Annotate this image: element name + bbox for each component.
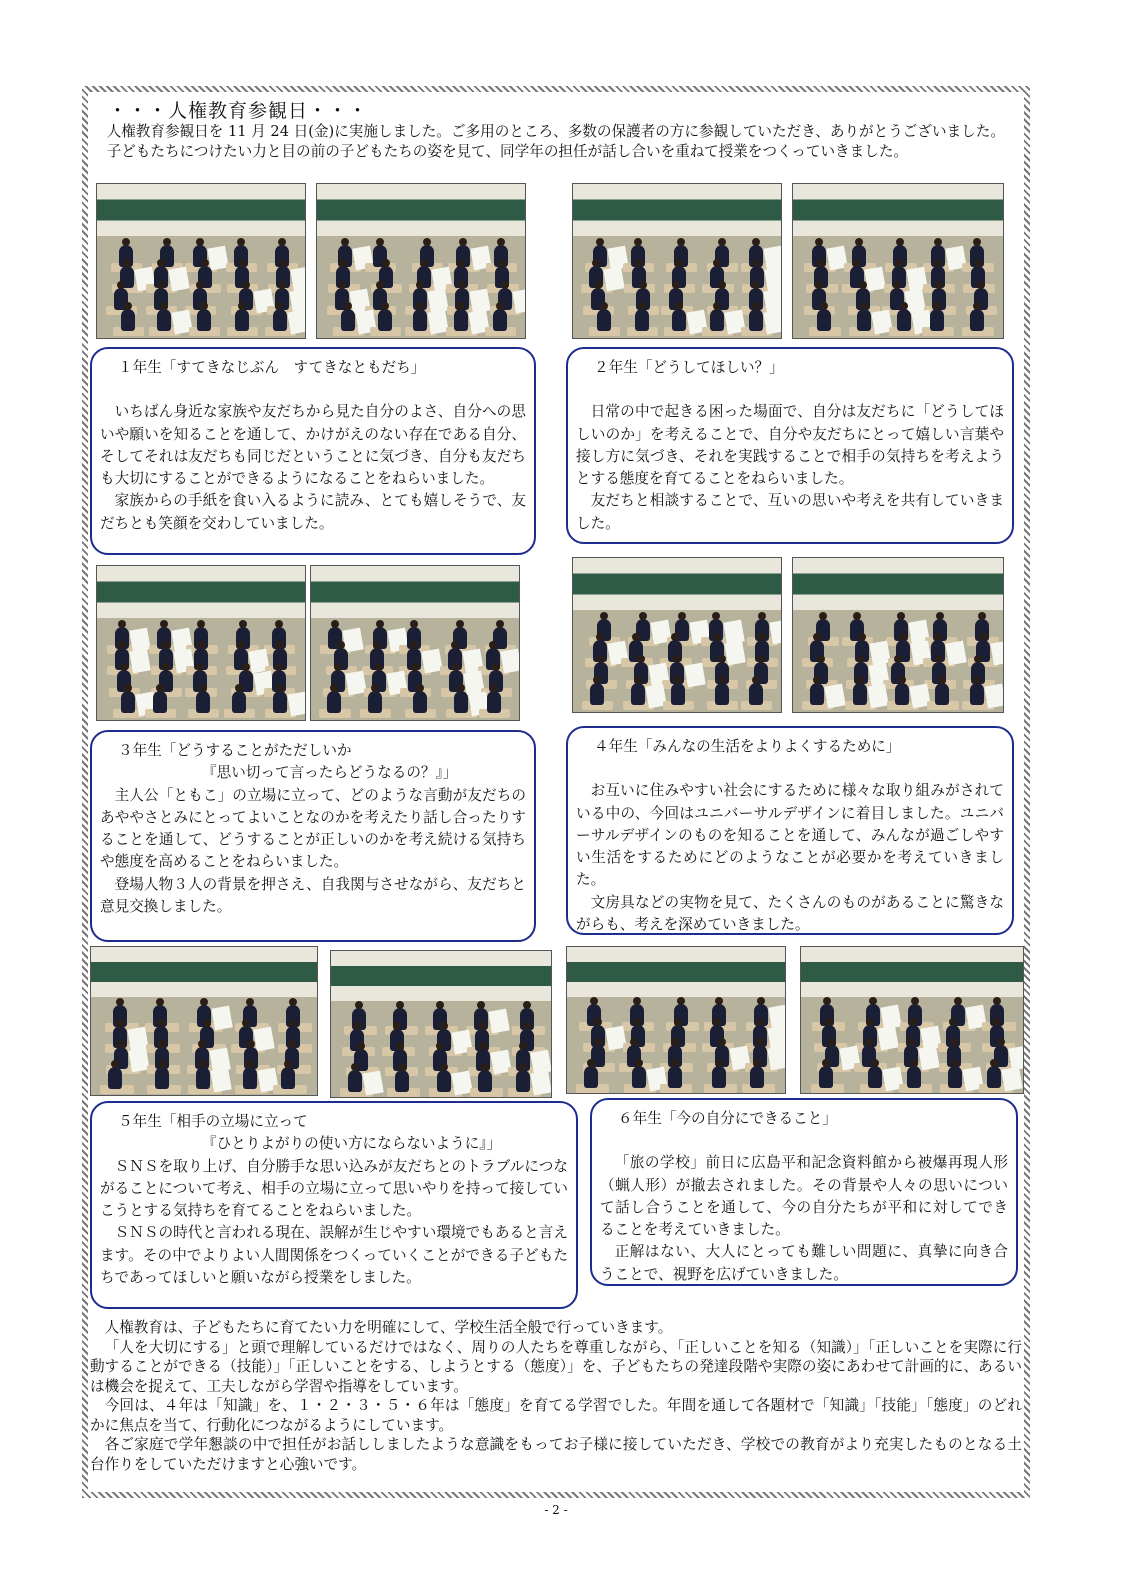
grade-heading: ４年生「みんなの生活をよりよくするために」	[594, 738, 901, 755]
grade-heading: ５年生「相手の立場に立って	[118, 1113, 308, 1130]
intro-text	[92, 122, 1022, 162]
class-photo	[572, 183, 782, 339]
class-photo	[792, 557, 1004, 713]
class-photo	[800, 946, 1024, 1094]
intro-paragraph: 子どもたちにつけたい力と目の前の子どもたちの姿を見て、同学年の担任が話し合いを重ねて授業をつくっていきました。	[106, 143, 909, 160]
class-photo	[572, 557, 782, 713]
grade-paragraph: いちばん身近な家族や友だちから見た自分のよさ、自分への思いや願いを知ることを通して、かけがえのない存在である自分、そしてそれは友だちも同じだということに気づき、自分も友だちも大切にすることができるようになることをねらいました。	[100, 403, 526, 488]
grade6-box	[590, 1098, 1018, 1286]
grade2-box	[566, 347, 1014, 544]
class-photo	[90, 946, 318, 1096]
grade-subheading: 『思い切って言ったらどうなるの？』」	[202, 764, 458, 782]
closing-text	[90, 1318, 1022, 1474]
grade-subheading: 『ひとりよがりの使い方にならないように』」	[202, 1135, 502, 1153]
class-photo	[96, 565, 306, 721]
grade5-box	[90, 1101, 578, 1309]
grade-paragraph: 正解はない、大人にとっても難しい問題に、真摯に向き合うことで、視野を広げていきました。	[600, 1243, 1008, 1283]
grade-heading: ２年生「どうしてほしい？」	[594, 359, 784, 376]
grade-heading: １年生「すてきなじぶん すてきなともだち」	[118, 359, 426, 376]
class-photo	[310, 565, 520, 721]
grade1-box	[90, 347, 536, 555]
grade-paragraph: ＳＮＳの時代と言われる現在、誤解が生じやすい環境でもあると言えます。その中でよりよい人間関係をつくっていくことができる子どもたちであってほしいと願いながら授業をしました。	[100, 1224, 568, 1287]
grade-paragraph: 主人公「ともこ」の立場に立って、どのような言動が友だちのあややさとみにとってよいことなのかを考えたり話し合ったりすることを通して、どうすることが正しいのかを考え続ける気持ちや態度を高めることをねらいました。	[100, 786, 526, 871]
grade3-box	[90, 730, 536, 942]
grade4-box	[566, 726, 1014, 935]
page-number: - 2 -	[544, 1503, 568, 1517]
class-photo	[792, 183, 1004, 339]
intro-paragraph: 人権教育参観日を 11 月 24 日(金)に実施しました。ご多用のところ、多数の保護者の方に参観していただき、ありがとうございました。	[106, 123, 1005, 140]
grade-paragraph: 登場人物３人の背景を押さえ、自我関与させながら、友だちと意見交換しました。	[100, 875, 526, 916]
class-photo	[316, 183, 526, 339]
page-title: ・・・人権教育参観日・・・	[108, 100, 369, 122]
class-photo	[566, 946, 786, 1094]
grade-paragraph: 文房具などの実物を見て、たくさんのものがあることに驚きながらも、考えを深めていきました。	[576, 893, 1004, 934]
closing-paragraph: 「人を大切にする」と頭で理解しているだけではなく、周りの人たちを尊重しながら、「正しいことを知る（知識）」「正しいことを実際に行動することができる（技能）」「正しいことをする、しようとする（態度）」を、子どもたちの発達段階や実際の姿にあわせて計画的に、あるいは機会を捉えて、工夫しながら学習や指導をしています。	[90, 1338, 1022, 1395]
grade-paragraph: 「旅の学校」前日に広島平和記念資料館から被爆再現人形（蝋人形）が撤去されました。その背景や人々の思いについて話し合うことを通して、今の自分たちが平和に対してできることを考えていきました。	[600, 1154, 1008, 1239]
closing-paragraph: 各ご家庭で学年懇談の中で担任がお話ししましたような意識をもってお子様に接していただき、学校での教育がより充実したものとなる土台作りをしていただけますと心強いです。	[90, 1436, 1022, 1473]
grade-paragraph: 家族からの手紙を食い入るように読み、とても嬉しそうで、友だちとも笑顔を交わしていました。	[100, 492, 526, 532]
grade-paragraph: 日常の中で起きる困った場面で、自分は友だちに「どうしてほしいのか」を考えることで、自分や友だちにとって嬉しい言葉や接し方に気づき、それを実践することで相手の気持ちを考えようとする態度を育てることをねらいました。	[576, 403, 1004, 488]
grade-heading: ６年生「今の自分にできること」	[618, 1110, 837, 1127]
closing-paragraph: 今回は、４年は「知識」を、１・２・３・５・６年は「態度」を育てる学習でした。年間を通して各題材で「知識」「技能」「態度」のどれかに焦点を当て、行動化につながるようにしています。	[90, 1397, 1022, 1434]
class-photo	[96, 183, 306, 339]
grade-paragraph: 友だちと相談することで、互いの思いや考えを共有していきました。	[576, 492, 1004, 532]
grade-paragraph: お互いに住みやすい社会にするために様々な取り組みがされている中の、今回はユニバーサルデザインに着目しました。ユニバーサルデザインのものを知ることを通して、みんなが過ごしやすい生活をするためにどのようなことが必要かを考えていきました。	[576, 782, 1004, 889]
grade-heading: ３年生「どうすることがただしいか	[118, 742, 352, 759]
class-photo	[330, 950, 552, 1098]
closing-paragraph: 人権教育は、子どもたちに育てたい力を明確にして、学校生活全般で行っていきます。	[104, 1319, 673, 1336]
grade-paragraph: ＳＮＳを取り上げ、自分勝手な思い込みが友だちとのトラブルにつながることについて考え、相手の立場に立って思いやりを持って接していこうとする気持ちを育てることをねらいました。	[100, 1157, 568, 1220]
